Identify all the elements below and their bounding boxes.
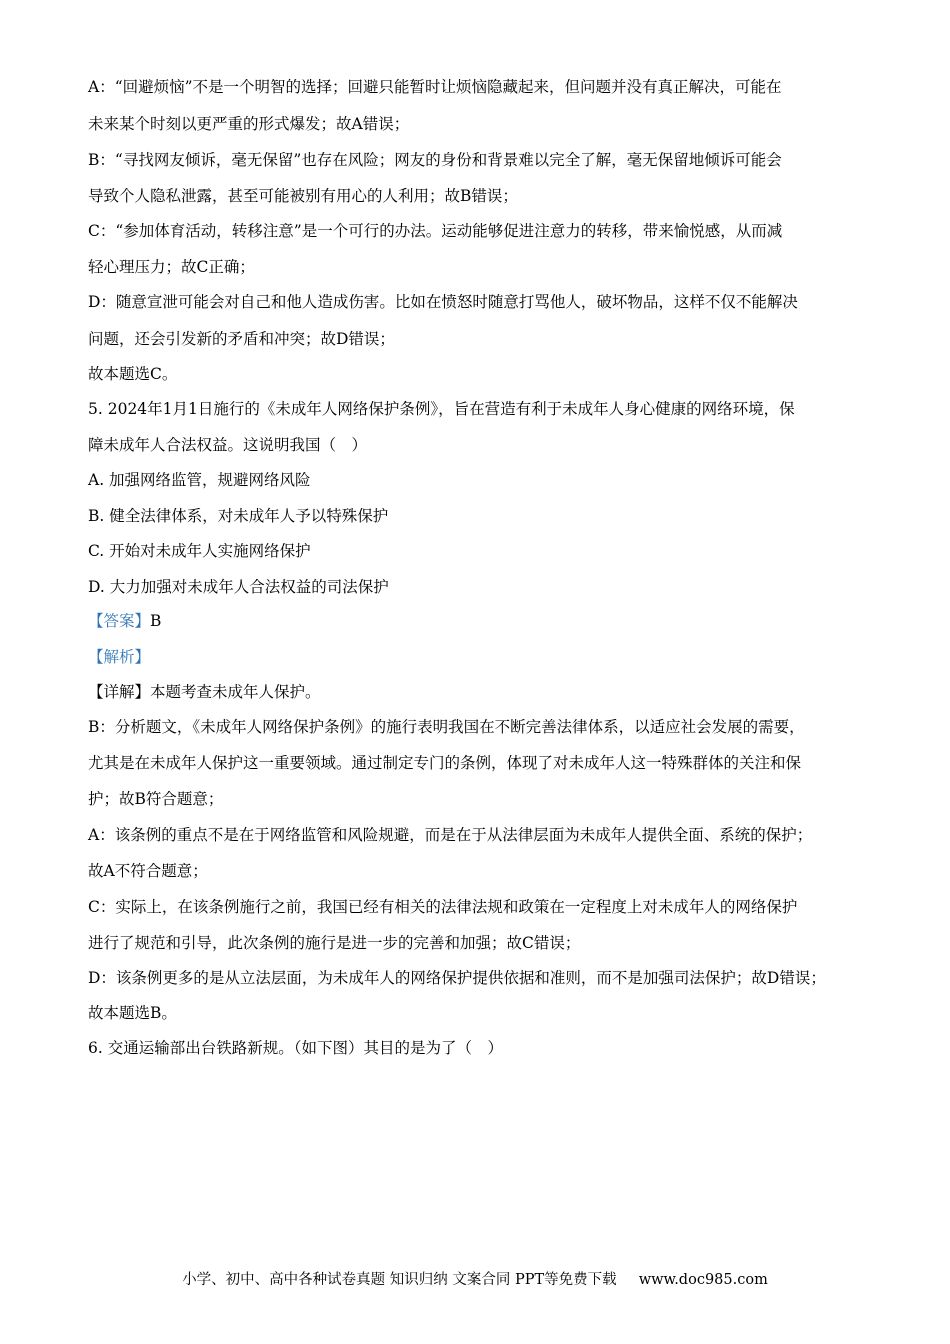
q5-answer [88, 611, 161, 631]
q5-option-b-analysis-line3: 护；故B符合题意； [88, 790, 224, 808]
q4-option-d-analysis-line1: D：随意宣泄可能会对自己和他人造成伤害。比如在愤怒时随意打骂他人，破坏物品，这样不仅不能解决 [88, 293, 798, 311]
q5-option-b: B. 健全法律体系，对未成年人予以特殊保护 [88, 507, 389, 525]
q5-detail [88, 682, 321, 702]
q5-stem-line1: 5. 2024年1月1日施行的《未成年人网络保护条例》，旨在营造有利于未成年人身心健康的网络环境，保 [88, 400, 795, 418]
q5-option-a-analysis-line1: A：该条例的重点不是在于网络监管和风险规避，而是在于从法律层面为未成年人提供全面、系统的保护； [88, 826, 813, 844]
q4-option-c-analysis-line2: 轻心理压力；故C正确； [88, 258, 255, 276]
q5-option-b-analysis-line1: B：分析题文，《未成年人网络保护条例》的施行表明我国在不断完善法律体系，以适应社会发展的需要， [88, 718, 805, 736]
q4-option-d-analysis-line2: 问题，还会引发新的矛盾和冲突；故D错误； [88, 330, 395, 348]
q4-option-b-analysis-line2: 导致个人隐私泄露，甚至可能被别有用心的人利用；故B错误； [88, 187, 518, 205]
q4-option-c-analysis-line1: C：“参加体育活动，转移注意”是一个可行的办法。运动能够促进注意力的转移，带来愉悦感，从而减 [88, 222, 783, 240]
q5-stem-line2: 障未成年人合法权益。这说明我国（ ） [88, 436, 368, 454]
q5-option-b-analysis-line2: 尤其是在未成年人保护这一重要领域。通过制定专门的条例，体现了对未成年人这一特殊群体的关注和保 [88, 754, 802, 772]
footer-text: 小学、初中、高中各种试卷真题 知识归纳 文案合同 PPT等免费下载 [182, 1272, 617, 1288]
q5-option-a-analysis-line2: 故A不符合题意； [88, 862, 208, 880]
q4-option-a-analysis-line2: 未来某个时刻以更严重的形式爆发；故A错误； [88, 115, 410, 133]
q4-option-a-analysis-line1: A：“回避烦恼”不是一个明智的选择；回避只能暂时让烦恼隐藏起来，但问题并没有真正解决，可能在 [88, 78, 782, 96]
q5-option-c-analysis-line2: 进行了规范和引导，此次条例的施行是进一步的完善和加强；故C错误； [88, 934, 581, 952]
q6-stem: 6. 交通运输部出台铁路新规。（如下图）其目的是为了（ ） [88, 1039, 503, 1057]
q5-analysis-heading [88, 647, 150, 667]
q4-option-b-analysis-line1: B：“寻找网友倾诉，毫无保留”也存在风险；网友的身份和背景难以完全了解，毫无保留地倾诉可能会 [88, 151, 782, 169]
q5-option-c: C. 开始对未成年人实施网络保护 [88, 542, 311, 560]
answer-value: B [150, 612, 162, 630]
q5-option-d-analysis-line1: D：该条例更多的是从立法层面，为未成年人的网络保护提供依据和准则，而不是加强司法保护；故D错误； [88, 969, 826, 987]
q5-option-a: A. 加强网络监管，规避网络风险 [88, 471, 311, 489]
footer-url[interactable]: www.doc985.com [638, 1272, 768, 1288]
q4-conclusion: 故本题选C。 [88, 365, 178, 383]
q5-conclusion: 故本题选B。 [88, 1004, 177, 1022]
answer-tag: 【答案】 [88, 612, 151, 630]
q5-option-c-analysis-line1: C：实际上，在该条例施行之前，我国已经有相关的法律法规和政策在一定程度上对未成年人的网络保护 [88, 898, 798, 916]
q5-option-d: D. 大力加强对未成年人合法权益的司法保护 [88, 578, 389, 596]
detail-text: 本题考查未成年人保护。 [150, 683, 321, 701]
page-footer [0, 1270, 950, 1290]
analysis-tag: 【解析】 [88, 648, 151, 666]
detail-tag: 【详解】 [88, 683, 151, 701]
